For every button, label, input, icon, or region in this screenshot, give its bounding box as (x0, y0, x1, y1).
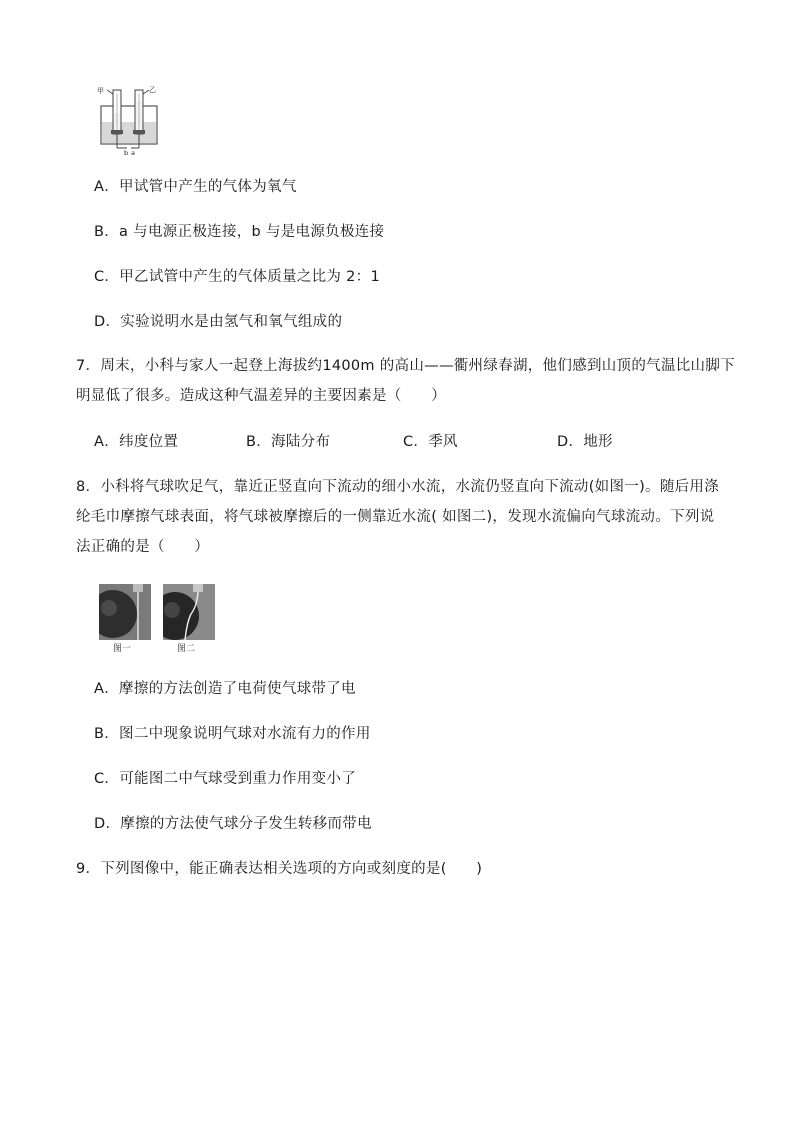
q7-option-c: C．季风 (403, 434, 458, 450)
tube-label-yi: 乙 (149, 86, 156, 94)
q8-option-b: B．图二中现象说明气球对水流有力的作用 (94, 726, 371, 742)
balloon-bent-stream-image (163, 584, 215, 640)
q7-stem-line-1: 7．周末，小科与家人一起登上海拔约1400m 的高山——衢州绿春湖，他们感到山顶的气温比山脚下 (76, 358, 735, 374)
photo-figure-1 (99, 584, 151, 640)
q6-option-b: B．a 与电源正极连接，b 与是电源负极连接 (94, 224, 385, 240)
q6-option-a: A．甲试管中产生的气体为氧气 (94, 179, 297, 195)
q8-option-c: C．可能图二中气球受到重力作用变小了 (94, 771, 357, 787)
electrode-label-b: b (124, 149, 129, 156)
q9-stem: 9．下列图像中，能正确表达相关选项的方向或刻度的是( ) (76, 861, 483, 877)
q7-option-a: A．纬度位置 (94, 434, 179, 450)
caption-figure-1: 图一 (113, 644, 132, 654)
q8-option-d: D．摩擦的方法使气球分子发生转移而带电 (94, 816, 372, 832)
tube-label-jia: 甲 (97, 87, 104, 95)
q8-stem-line-1: 8．小科将气球吹足气，靠近正竖直向下流动的细小水流，水流仍竖直向下流动(如图一)。随后用涤 (76, 479, 720, 495)
balloon-water-figure (99, 584, 219, 658)
q6-option-d: D．实验说明水是由氢气和氧气组成的 (94, 314, 343, 330)
q8-stem-line-3: 法正确的是（ ） (76, 539, 210, 555)
electrolysis-apparatus-figure (97, 84, 161, 156)
q8-option-a: A．摩擦的方法创造了电荷使气球带了电 (94, 681, 356, 697)
balloon-straight-stream-image (99, 584, 151, 640)
caption-figure-2: 图二 (177, 644, 196, 654)
photo-figure-2 (163, 584, 215, 640)
q8-stem-line-2: 纶毛巾摩擦气球表面，将气球被摩擦后的一侧靠近水流( 如图二)，发现水流偏向气球流动。下列说 (76, 509, 715, 525)
electrolysis-apparatus-drawing (97, 84, 161, 156)
electrode-label-a: a (131, 149, 135, 156)
q7-stem-line-2: 明显低了很多。造成这种气温差异的主要因素是（ ） (76, 388, 446, 404)
q6-option-c: C．甲乙试管中产生的气体质量之比为 2：1 (94, 269, 380, 285)
q7-option-d: D．地形 (557, 434, 613, 450)
q7-option-b: B．海陆分布 (246, 434, 331, 450)
